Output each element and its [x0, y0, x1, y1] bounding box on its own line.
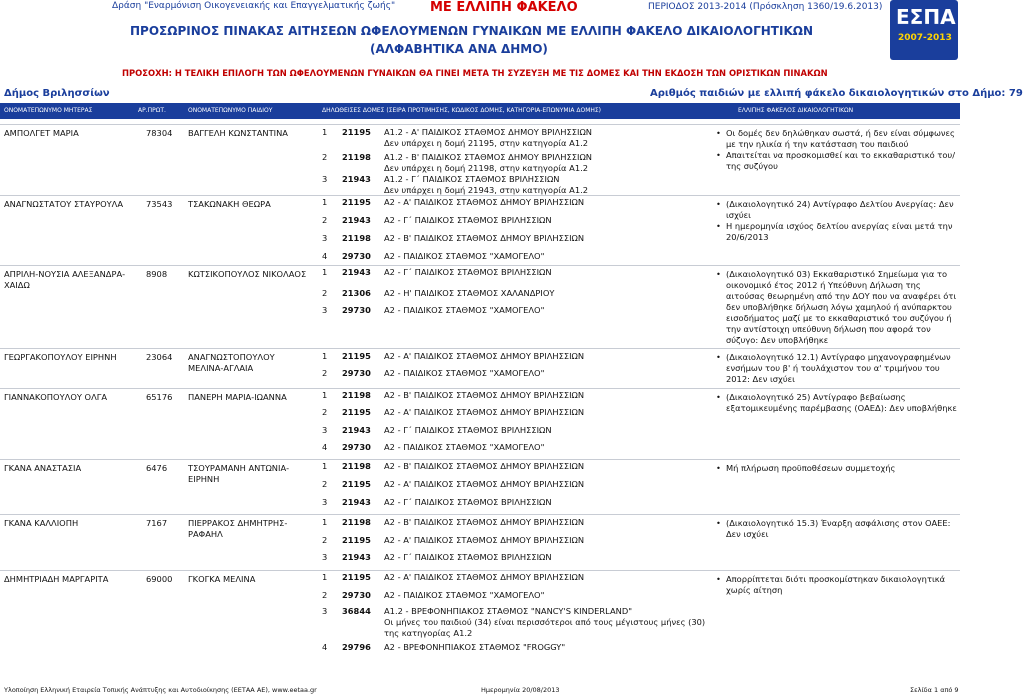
structure-title: Α2 - Α' ΠΑΙΔΙΚΟΣ ΣΤΑΘΜΟΣ ΔΗΜΟΥ ΒΡΙΛΗΣΣΙΩΝ — [384, 479, 585, 489]
table-row — [0, 570, 960, 652]
child-name: ΚΩΤΣΙΚΟΠΟΥΛΟΣ ΝΙΚΟΛΑΟΣ — [188, 269, 307, 279]
structure-title: Α2 - Γ΄ ΠΑΙΔΙΚΟΣ ΣΤΑΘΜΟΣ ΒΡΙΛΗΣΣΙΩΝ — [384, 267, 552, 277]
protocol-number: 23064 — [146, 352, 173, 362]
structure-code: 21195 — [342, 535, 371, 545]
protocol-number: 69000 — [146, 574, 173, 584]
structure-title: Α2 - ΠΑΙΔΙΚΟΣ ΣΤΑΘΜΟΣ "ΧΑΜΟΓΕΛΟ" — [384, 305, 545, 315]
structure-title: Α1.2 - Α' ΠΑΙΔΙΚΟΣ ΣΤΑΘΜΟΣ ΔΗΜΟΥ ΒΡΙΛΗΣΣΙΩΝ — [384, 127, 592, 137]
structure-name — [384, 251, 714, 262]
mother-name: ΓΚΑΝΑ ΑΝΑΣΤΑΣΙΑ — [4, 463, 82, 473]
structure-name — [384, 517, 714, 528]
espa-logo-text: ΕΣΠΑ — [896, 5, 956, 29]
structure-title: Α2 - Γ΄ ΠΑΙΔΙΚΟΣ ΣΤΑΘΜΟΣ ΒΡΙΛΗΣΣΙΩΝ — [384, 497, 552, 507]
structure-code: 21198 — [342, 152, 371, 162]
structure-name — [384, 215, 714, 226]
mother-name: ΓΚΑΝΑ ΚΑΛΛΙΟΠΗ — [4, 518, 79, 528]
missing-doc-item: • Μή πλήρωση προϋποθέσεων συμμετοχής — [714, 463, 958, 474]
structure-name — [384, 425, 714, 436]
preference-order: 1 — [322, 127, 328, 137]
col-mother: ΟΝΟΜΑΤΕΠΩΝΥΜΟ ΜΗΤΕΡΑΣ — [4, 107, 93, 114]
missing-docs-list — [714, 269, 958, 346]
structure-name — [384, 351, 714, 362]
missing-doc-item: • (Δικαιολογητικό 24) Αντίγραφο Δελτίου Ανεργίας: Δεν ισχύει — [714, 199, 958, 221]
structure-title: Α1.2 - Β' ΠΑΙΔΙΚΟΣ ΣΤΑΘΜΟΣ ΔΗΜΟΥ ΒΡΙΛΗΣΣΙΩΝ — [384, 152, 593, 162]
structure-name — [384, 368, 714, 379]
child-name: ΓΚΟΓΚΑ ΜΕΛΙΝΑ — [188, 574, 256, 584]
protocol-number: 78304 — [146, 128, 173, 138]
structure-code: 21198 — [342, 233, 371, 243]
missing-doc-item: • (Δικαιολογητικό 15.3) Έναρξη ασφάλισης στον ΟΑΕΕ: Δεν ισχύει — [714, 518, 958, 540]
structure-code: 21198 — [342, 390, 371, 400]
preference-order: 2 — [322, 590, 328, 600]
preference-order: 1 — [322, 197, 328, 207]
page-title: ΠΡΟΣΩΡΙΝΟΣ ΠΙΝΑΚΑΣ ΑΙΤΗΣΕΩΝ ΩΦΕΛΟΥΜΕΝΩΝ ΓΥΝΑΙΚΩΝ ΜΕ ΕΛΛΙΠΗ ΦΑΚΕΛΟ ΔΙΚΑΙΟΛΟΓΗΤΙΚΩΝ — [130, 24, 813, 38]
preference-order: 4 — [322, 642, 328, 652]
missing-docs-list — [714, 352, 958, 385]
structure-name — [384, 197, 714, 208]
preference-order: 1 — [322, 461, 328, 471]
missing-docs-list — [714, 199, 958, 243]
child-name: ΤΣΑΚΩΝΑΚΗ ΘΕΩΡΑ — [188, 199, 271, 209]
table-row — [0, 348, 960, 384]
structure-code: 21943 — [342, 425, 371, 435]
preference-order: 1 — [322, 517, 328, 527]
structure-note: Δεν υπάρχει η δομή 21198, στην κατηγορία Α1.2 — [384, 163, 589, 173]
structure-title: Α2 - Β' ΠΑΙΔΙΚΟΣ ΣΤΑΘΜΟΣ ΔΗΜΟΥ ΒΡΙΛΗΣΣΙΩΝ — [384, 461, 585, 471]
preference-order: 3 — [322, 425, 328, 435]
table-row — [0, 265, 960, 345]
structure-code: 21943 — [342, 267, 371, 277]
structure-code: 29730 — [342, 368, 371, 378]
structure-title: Α1.2 - ΒΡΕΦΟΝΗΠΙΑΚΟΣ ΣΤΑΘΜΟΣ "NANCY'S KINDERLAND" — [384, 606, 633, 616]
structure-code: 21195 — [342, 127, 371, 137]
structure-code: 21943 — [342, 552, 371, 562]
structure-title: Α2 - Α' ΠΑΙΔΙΚΟΣ ΣΤΑΘΜΟΣ ΔΗΜΟΥ ΒΡΙΛΗΣΣΙΩΝ — [384, 535, 585, 545]
structure-name — [384, 288, 714, 299]
structure-code: 21943 — [342, 497, 371, 507]
structure-title: Α2 - ΠΑΙΔΙΚΟΣ ΣΤΑΘΜΟΣ "ΧΑΜΟΓΕΛΟ" — [384, 368, 545, 378]
structure-name — [384, 606, 714, 639]
footer-date: Ημερομηνία 20/08/2013 — [481, 686, 560, 694]
structure-name — [384, 127, 714, 149]
preference-order: 2 — [322, 215, 328, 225]
structure-code: 29730 — [342, 305, 371, 315]
preference-order: 3 — [322, 552, 328, 562]
page-subtitle: (ΑΛΦΑΒΗΤΙΚΑ ΑΝΑ ΔΗΜΟ) — [370, 42, 548, 56]
structure-name — [384, 642, 714, 653]
table-row — [0, 195, 960, 261]
preference-order: 2 — [322, 288, 328, 298]
preference-order: 2 — [322, 535, 328, 545]
missing-doc-item: • Η ημερομηνία ισχύος δελτίου ανεργίας είναι μετά την 20/6/2013 — [714, 221, 958, 243]
structure-name — [384, 305, 714, 316]
protocol-number: 65176 — [146, 392, 173, 402]
missing-docs-list — [714, 518, 958, 540]
preference-order: 2 — [322, 479, 328, 489]
table-row — [0, 514, 960, 562]
missing-docs-list — [714, 463, 958, 474]
preference-order: 4 — [322, 442, 328, 452]
protocol-number: 8908 — [146, 269, 168, 279]
missing-docs-list — [714, 574, 958, 596]
preference-order: 1 — [322, 390, 328, 400]
preference-order: 2 — [322, 152, 328, 162]
structure-note: Δεν υπάρχει η δομή 21943, στην κατηγορία Α1.2 — [384, 185, 589, 195]
col-missing: ΕΛΛΙΠΗΣ ΦΑΚΕΛΟΣ ΔΙΚΑΙΟΛΟΓΗΤΙΚΩΝ — [738, 107, 854, 114]
table-header — [0, 103, 960, 119]
structure-title: Α1.2 - Γ΄ ΠΑΙΔΙΚΟΣ ΣΤΑΘΜΟΣ ΒΡΙΛΗΣΣΙΩΝ — [384, 174, 560, 184]
structure-name — [384, 390, 714, 401]
preference-order: 3 — [322, 174, 328, 184]
col-structures: ΔΗΛΩΘΕΙΣΕΣ ΔΟΜΕΣ (ΣΕΙΡΑ ΠΡΟΤΙΜΗΣΗΣ, ΚΩΔΙΚΟΣ ΔΟΜΗΣ, ΚΑΤΗΓΟΡΙΑ-ΕΠΩΝΥΜΙΑ ΔΟΜΗΣ) — [322, 107, 602, 114]
structure-name — [384, 590, 714, 601]
missing-doc-item: • (Δικαιολογητικό 03) Εκκαθαριστικό Σημείωμα για το οικονομικό έτος 2012 ή Υπεύθυνη Δήλωση της αιτούσας θεωρημένη από την ΔΟΥ που να αναφέρει ότι δεν υποβλήθηκε δήλωση λόγω χαμηλού ή ανύπαρκτου εισοδήματος μαζί με το εκκαθαριστικό του συζύγου ή την αντίστοιχη υπεύθυνη δήλωση που αφορά τον σύζυγο: Δεν υποβλήθηκε — [714, 269, 958, 346]
missing-doc-item: • (Δικαιολογητικό 12.1) Αντίγραφο μηχανογραφημένων ενσήμων του β' ή τουλάχιστον του α' τριμήνου του 2012: Δεν ισχύει — [714, 352, 958, 385]
municipality-name: Δήμος Βριλησσίων — [4, 88, 110, 99]
col-child: ΟΝΟΜΑΤΕΠΩΝΥΜΟ ΠΑΙΔΙΟΥ — [188, 107, 273, 114]
table-row — [0, 459, 960, 507]
structure-title: Α2 - Γ΄ ΠΑΙΔΙΚΟΣ ΣΤΑΘΜΟΣ ΒΡΙΛΗΣΣΙΩΝ — [384, 425, 552, 435]
structure-code: 29796 — [342, 642, 371, 652]
preference-order: 3 — [322, 606, 328, 616]
preference-order: 1 — [322, 572, 328, 582]
children-count-label: Αριθμός παιδιών με ελλιπή φάκελο δικαιολογητικών στο Δήμο: 79 — [650, 88, 1023, 99]
structure-title: Α2 - ΒΡΕΦΟΝΗΠΙΑΚΟΣ ΣΤΑΘΜΟΣ "FROGGY" — [384, 642, 566, 652]
preference-order: 3 — [322, 497, 328, 507]
structure-code: 21943 — [342, 174, 371, 184]
structure-title: Α2 - ΠΑΙΔΙΚΟΣ ΣΤΑΘΜΟΣ "ΧΑΜΟΓΕΛΟ" — [384, 251, 545, 261]
mother-name: ΑΜΠΟΛΓΕΤ ΜΑΡΙΑ — [4, 128, 79, 138]
preference-order: 3 — [322, 305, 328, 315]
structure-title: Α2 - ΠΑΙΔΙΚΟΣ ΣΤΑΘΜΟΣ "ΧΑΜΟΓΕΛΟ" — [384, 442, 545, 452]
structure-name — [384, 267, 714, 278]
program-title: Δράση "Εναρμόνιση Οικογενειακής και Επαγγελματικής ζωής" — [112, 1, 396, 11]
espa-logo — [890, 0, 958, 60]
structure-code: 21198 — [342, 461, 371, 471]
warning-notice: ΠΡΟΣΟΧΗ: Η ΤΕΛΙΚΗ ΕΠΙΛΟΓΗ ΤΩΝ ΩΦΕΛΟΥΜΕΝΩΝ ΓΥΝΑΙΚΩΝ ΘΑ ΓΙΝΕΙ ΜΕΤΑ ΤΗ ΣΥΖΕΥΞΗ ΜΕ ΤΙΣ ΔΟΜΕΣ ΚΑΙ ΤΗΝ ΕΚΔΟΣΗ ΤΩΝ ΟΡΙΣΤΙΚΩΝ ΠΙΝΑΚΩΝ — [122, 68, 828, 78]
structure-note: Οι μήνες του παιδιού (34) είναι περισσότεροι από τους μέγιστους μήνες (30) της κατηγορίας Α1.2 — [384, 617, 706, 638]
structure-title: Α2 - Β' ΠΑΙΔΙΚΟΣ ΣΤΑΘΜΟΣ ΔΗΜΟΥ ΒΡΙΛΗΣΣΙΩΝ — [384, 233, 585, 243]
structure-title: Α2 - Β' ΠΑΙΔΙΚΟΣ ΣΤΑΘΜΟΣ ΔΗΜΟΥ ΒΡΙΛΗΣΣΙΩΝ — [384, 517, 585, 527]
structure-code: 29730 — [342, 442, 371, 452]
structure-name — [384, 479, 714, 490]
mother-name: ΔΗΜΗΤΡΙΑΔΗ ΜΑΡΓΑΡΙΤΑ — [4, 574, 109, 584]
structure-title: Α2 - Α' ΠΑΙΔΙΚΟΣ ΣΤΑΘΜΟΣ ΔΗΜΟΥ ΒΡΙΛΗΣΣΙΩΝ — [384, 351, 585, 361]
category-label: ΜΕ ΕΛΛΙΠΗ ΦΑΚΕΛΟ — [430, 0, 578, 15]
preference-order: 4 — [322, 251, 328, 261]
child-name: ΑΝΑΓΝΩΣΤΟΠΟΥΛΟΥ ΜΕΛΙΝΑ-ΑΓΛΑΙΑ — [188, 352, 275, 373]
structure-title: Α2 - ΠΑΙΔΙΚΟΣ ΣΤΑΘΜΟΣ "ΧΑΜΟΓΕΛΟ" — [384, 590, 545, 600]
structure-code: 21943 — [342, 215, 371, 225]
preference-order: 1 — [322, 267, 328, 277]
col-protocol: ΑΡ.ΠΡΩΤ. — [138, 107, 166, 114]
mother-name: ΑΠΡΙΛΗ-ΝΟΥΣΙΑ ΑΛΕΞΑΝΔΡΑ-ΧΑΙΔΩ — [4, 269, 126, 290]
structure-code: 29730 — [342, 590, 371, 600]
structure-code: 29730 — [342, 251, 371, 261]
structure-code: 21195 — [342, 572, 371, 582]
child-name: ΒΑΓΓΕΛΗ ΚΩΝΣΤΑΝΤΙΝΑ — [188, 128, 288, 138]
structure-code: 21195 — [342, 197, 371, 207]
structure-name — [384, 497, 714, 508]
mother-name: ΑΝΑΓΝΩΣΤΑΤΟΥ ΣΤΑΥΡΟΥΛΑ — [4, 199, 124, 209]
structure-name — [384, 152, 714, 174]
period-label: ΠΕΡΙΟΔΟΣ 2013-2014 (Πρόσκληση 1360/19.6.2013) — [648, 2, 883, 12]
missing-doc-item: • Απαιτείται να προσκομισθεί και το εκκαθαριστικό του/της συζύγου — [714, 150, 958, 172]
structure-code: 21195 — [342, 479, 371, 489]
table-row — [0, 124, 960, 195]
structure-title: Α2 - Γ΄ ΠΑΙΔΙΚΟΣ ΣΤΑΘΜΟΣ ΒΡΙΛΗΣΣΙΩΝ — [384, 552, 552, 562]
preference-order: 1 — [322, 351, 328, 361]
missing-doc-item: • Απορρίπτεται διότι προσκομίστηκαν δικαιολογητικά χωρίς αίτηση — [714, 574, 958, 596]
structure-title: Α2 - Α' ΠΑΙΔΙΚΟΣ ΣΤΑΘΜΟΣ ΔΗΜΟΥ ΒΡΙΛΗΣΣΙΩΝ — [384, 197, 585, 207]
structure-title: Α2 - Α' ΠΑΙΔΙΚΟΣ ΣΤΑΘΜΟΣ ΔΗΜΟΥ ΒΡΙΛΗΣΣΙΩΝ — [384, 572, 585, 582]
structure-note: Δεν υπάρχει η δομή 21195, στην κατηγορία Α1.2 — [384, 138, 589, 148]
footer-page: Σελίδα 1 από 9 — [910, 686, 959, 694]
structure-name — [384, 535, 714, 546]
child-name: ΠΙΕΡΡΑΚΟΣ ΔΗΜΗΤΡΗΣ-ΡΑΦΑΗΛ — [188, 518, 288, 539]
structure-title: Α2 - Α' ΠΑΙΔΙΚΟΣ ΣΤΑΘΜΟΣ ΔΗΜΟΥ ΒΡΙΛΗΣΣΙΩΝ — [384, 407, 585, 417]
missing-docs-list — [714, 128, 958, 172]
missing-docs-list — [714, 392, 958, 414]
structure-title: Α2 - Η' ΠΑΙΔΙΚΟΣ ΣΤΑΘΜΟΣ ΧΑΛΑΝΔΡΙΟΥ — [384, 288, 555, 298]
espa-logo-years: 2007-2013 — [898, 33, 952, 43]
structure-name — [384, 572, 714, 583]
child-name: ΠΑΝΕΡΗ ΜΑΡΙΑ-ΙΩΑΝΝΑ — [188, 392, 287, 402]
structure-code: 36844 — [342, 606, 371, 616]
protocol-number: 7167 — [146, 518, 168, 528]
footer-org: Υλοποίηση Ελληνική Εταιρεία Τοπικής Ανάπτυξης και Αυτοδιοίκησης (ΕΕΤΑΑ ΑΕ), www.eetaa.gr — [4, 686, 317, 694]
mother-name: ΓΙΑΝΝΑΚΟΠΟΥΛΟΥ ΟΛΓΑ — [4, 392, 108, 402]
preference-order: 2 — [322, 407, 328, 417]
structure-title: Α2 - Γ΄ ΠΑΙΔΙΚΟΣ ΣΤΑΘΜΟΣ ΒΡΙΛΗΣΣΙΩΝ — [384, 215, 552, 225]
missing-doc-item: • Οι δομές δεν δηλώθηκαν σωστά, ή δεν είναι σύμφωνες με την ηλικία ή την κατάσταση του παιδιού — [714, 128, 958, 150]
missing-doc-item: • (Δικαιολογητικό 25) Αντίγραφο βεβαίωσης εξατομικευμένης παρέμβασης (ΟΑΕΔ): Δεν υποβλήθηκε — [714, 392, 958, 414]
preference-order: 3 — [322, 233, 328, 243]
protocol-number: 6476 — [146, 463, 168, 473]
structure-name — [384, 233, 714, 244]
structure-name — [384, 461, 714, 472]
structure-code: 21306 — [342, 288, 371, 298]
preference-order: 2 — [322, 368, 328, 378]
structure-code: 21195 — [342, 407, 371, 417]
structure-title: Α2 - Β' ΠΑΙΔΙΚΟΣ ΣΤΑΘΜΟΣ ΔΗΜΟΥ ΒΡΙΛΗΣΣΙΩΝ — [384, 390, 585, 400]
structure-name — [384, 442, 714, 453]
protocol-number: 73543 — [146, 199, 173, 209]
mother-name: ΓΕΩΡΓΑΚΟΠΟΥΛΟΥ ΕΙΡΗΝΗ — [4, 352, 117, 362]
structure-name — [384, 552, 714, 563]
structure-code: 21198 — [342, 517, 371, 527]
structure-name — [384, 407, 714, 418]
structure-code: 21195 — [342, 351, 371, 361]
structure-name — [384, 174, 714, 196]
child-name: ΤΣΟΥΡΑΜΑΝΗ ΑΝΤΩΝΙΑ-ΕΙΡΗΝΗ — [188, 463, 290, 484]
table-row — [0, 388, 960, 452]
